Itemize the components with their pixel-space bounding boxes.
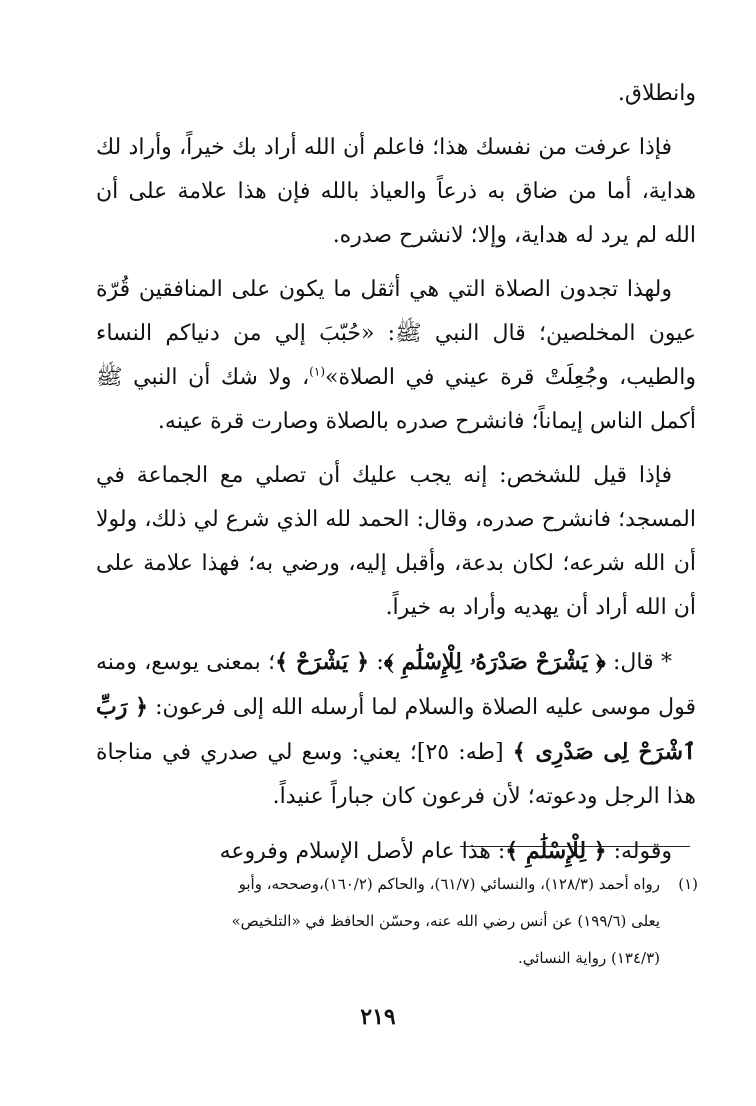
quran-verse: ﴿ رَبِّ ٱشْرَحْ لِى صَدْرِى ﴾ xyxy=(96,694,696,765)
footnote-line xyxy=(92,903,698,940)
quran-verse: ﴿ يَشْرَحْ ﴾ xyxy=(275,649,370,675)
footnote-number: (١) xyxy=(678,875,698,893)
footnotes xyxy=(92,866,698,977)
footnote-text: رواه أحمد (١٢٨/٣)، والنسائي (٦١/٧)، والحاكم (١٦٠/٢)،وصححه، وأبو xyxy=(238,875,660,893)
paragraph-1 xyxy=(96,72,696,116)
footnote-marker[interactable]: (١) xyxy=(309,364,325,379)
paragraph-text: : xyxy=(369,650,384,675)
paragraph-text: : هذا عام لأصل الإسلام وفروعه xyxy=(219,839,506,864)
paragraph-text: ؛ بمعنى يوسع، ومنه قول موسى عليه الصلاة والسلام لما أرسله الله إلى فرعون: xyxy=(96,650,696,720)
page-number: ٢١٩ xyxy=(360,1004,396,1030)
paragraph-text: وانطلاق. xyxy=(617,81,696,106)
paragraph-text: فإذا قيل للشخص: إنه يجب عليك أن تصلي مع الجماعة في المسجد؛ فانشرح صدره، وقال: الحمد لله الذي شرع لي ذلك، ولولا أن الله شرعه؛ لكان بدعة، وأقبل إليه، ورضي به؛ فهذا علامة على أن الله أراد أن يهديه وأراد به خيراً. xyxy=(96,463,696,620)
paragraph-4 xyxy=(96,454,696,630)
paragraph-text: [طه: ٢٥]؛ يعني: وسع لي صدري في مناجاة هذا الرجل ودعوته؛ لأن فرعون كان جباراً عنيداً. xyxy=(96,740,696,809)
main-text xyxy=(96,72,696,874)
footnote-text: يعلى (١٩٩/٦) عن أنس رضي الله عنه، وحسّن الحافظ في «التلخيص» xyxy=(231,912,660,930)
paragraph-5 xyxy=(96,640,696,819)
footnote-divider xyxy=(460,846,690,847)
paragraph-text: * قال: xyxy=(605,650,672,675)
footnote-line xyxy=(92,940,698,977)
quran-verse: ﴿ لِلْإِسْلَٰمِ ﴾ xyxy=(505,838,607,864)
paragraph-text: ولهذا تجدون الصلاة التي هي أثقل ما يكون على المنافقين قُرّة عيون المخلصين؛ قال النبي ﷺ: «حُبّبَ إلي من دنياكم النساء والطيب، وجُعِلَتْ قرة عيني في الصلاة» xyxy=(96,277,696,390)
paragraph-text: وقوله: xyxy=(606,839,672,864)
paragraph-2 xyxy=(96,126,696,258)
footnote-text: (١٣٤/٣) رواية النسائي. xyxy=(517,949,660,967)
footnote-line xyxy=(92,866,698,903)
paragraph-text: ، ولا شك أن النبي ﷺ أكمل الناس إيماناً؛ فانشرح صدره بالصلاة وصارت قرة عينه. xyxy=(96,365,696,434)
paragraph-3 xyxy=(96,268,696,444)
quran-verse: ﴿ يَشْرَحْ صَدْرَهُۥ لِلْإِسْلَٰمِ ﴾ xyxy=(383,649,606,675)
paragraph-text: فإذا عرفت من نفسك هذا؛ فاعلم أن الله أراد بك خيراً، وأراد لك هداية، أما من ضاق به ذرعاً والعياذ بالله فإن هذا علامة على أن الله لم يرد له هداية، وإلا؛ لانشرح صدره. xyxy=(96,135,696,248)
